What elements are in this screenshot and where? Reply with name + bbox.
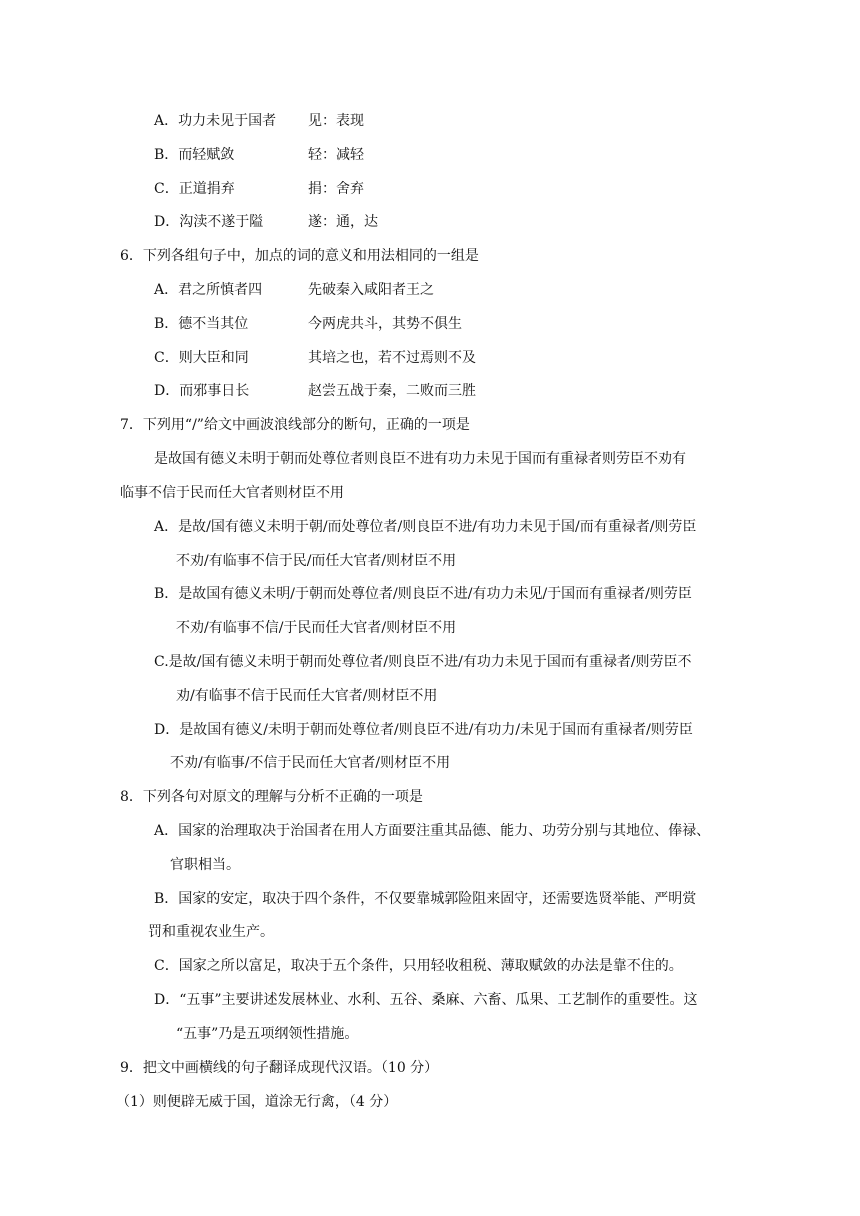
option-left-text: 功力未见于国者 — [178, 113, 277, 129]
option-left-text: 正道捐弃 — [178, 181, 235, 197]
option-right-text: 今两虎共斗，其势不俱生 — [308, 316, 462, 332]
option-label: A． — [154, 823, 179, 839]
q5-option-d — [154, 212, 378, 232]
q7-option-b-line-1 — [154, 584, 692, 604]
option-label: B． — [154, 316, 179, 332]
q9-stem: 9．把文中画横线的句子翻译成现代汉语。（10 分） — [120, 1060, 439, 1076]
q8-option-c-line-1 — [154, 956, 683, 976]
option-left-text: 而轻赋敛 — [178, 147, 235, 163]
option-label: D． — [154, 214, 180, 230]
q7-stem: 7．下列用“/”给文中画波浪线部分的断句，正确的一项是 — [120, 417, 470, 433]
q5-option-c — [154, 179, 364, 199]
option-label: C. — [154, 654, 169, 670]
q7-passage-line-1: 是故国有德义未明于朝而处尊位者则良臣不进有功力未见于国而有重禄者则劳臣不劝有 — [154, 451, 686, 467]
option-text: 国家的治理取决于治国者在用人方面要注重其品德、能力、功劳分别与其地位、俸禄、 — [178, 823, 711, 839]
option-label: D． — [154, 722, 180, 738]
q6-option-c — [154, 348, 476, 368]
option-text: 国家之所以富足，取决于五个条件，只用轻收租税、薄取赋敛的办法是靠不住的。 — [178, 958, 683, 974]
q7-option-d-line-1 — [154, 720, 693, 740]
option-label: C． — [154, 350, 179, 366]
q8-stem: 8．下列各句对原文的理解与分析不正确的一项是 — [120, 789, 423, 805]
option-right-text: 轻：减轻 — [308, 147, 364, 163]
option-label: D． — [154, 992, 180, 1008]
option-label: A． — [154, 113, 179, 129]
q7-option-a-line-2: 不劝/有临事不信于民/而任大官者/则材臣不用 — [176, 553, 457, 569]
option-right-text: 其培之也，若不过焉则不及 — [308, 350, 476, 366]
option-label: A． — [154, 519, 179, 535]
q7-option-a-line-1 — [154, 517, 696, 537]
option-right-text: 遂：通，达 — [308, 214, 378, 230]
option-label: B． — [154, 586, 179, 602]
option-text: 是故国有德义未明/于朝而处尊位者/则良臣不进/有功力未见/于国而有重禄者/则劳臣 — [178, 586, 692, 602]
q7-passage-line-2: 临事不信于民而任大官者则材臣不用 — [120, 485, 344, 501]
q6-stem: 6．下列各组句子中，加点的词的意义和用法相同的一组是 — [120, 248, 479, 264]
option-right-text: 先破秦入咸阳者王之 — [308, 282, 434, 298]
q8-option-a-line-1 — [154, 821, 710, 841]
option-text: 是故国有德义/未明于朝而处尊位者/则良臣不进/有功力/未见于国而有重禄者/则劳臣 — [179, 722, 693, 738]
option-label: C． — [154, 181, 179, 197]
option-label: B． — [154, 891, 179, 907]
q7-option-b-line-2: 不劝/有临事不信/于民而任大官者/则材臣不用 — [176, 620, 457, 636]
option-right-text: 捐：舍弃 — [308, 181, 364, 197]
q8-option-b-line-1 — [154, 889, 696, 909]
option-left-text: 沟渎不遂于隘 — [179, 214, 264, 230]
option-label: A． — [154, 282, 179, 298]
option-text: 是故/国有德义未明于朝而处尊位者/则良臣不进/有功力未见于国而有重禄者/则劳臣不 — [168, 654, 692, 670]
q6-option-a — [154, 280, 434, 300]
q7-option-c-line-1 — [154, 652, 692, 672]
q5-option-b — [154, 145, 364, 165]
option-label: B． — [154, 147, 179, 163]
option-text: “五事”主要讲述发展林业、水利、五谷、桑麻、六畜、瓜果、工艺制作的重要性。这 — [179, 992, 698, 1008]
option-label: D． — [154, 383, 180, 399]
q8-option-a-line-2: 官职相当。 — [170, 857, 240, 873]
q8-option-d-line-1 — [154, 990, 698, 1010]
q9-sub-question-1: （1）则便辟无威于国，道涂无行禽，（4 分） — [116, 1094, 398, 1110]
option-left-text: 君之所慎者四 — [178, 282, 263, 298]
q6-option-b — [154, 314, 462, 334]
option-text: 是故/国有德义未明于朝/而处尊位者/则良臣不进/有功力未见于国/而有重禄者/则劳臣 — [178, 519, 697, 535]
q8-option-d-line-2: “五事”乃是五项纲领性措施。 — [176, 1026, 359, 1042]
q6-option-d — [154, 381, 476, 401]
option-left-text: 而邪事日长 — [179, 383, 250, 399]
option-left-text: 德不当其位 — [178, 316, 249, 332]
option-text: 国家的安定，取决于四个条件，不仅要靠城郭险阻来固守，还需要选贤举能、严明赏 — [178, 891, 697, 907]
option-label: C． — [154, 958, 179, 974]
q8-option-b-line-2: 罚和重视农业生产。 — [148, 924, 274, 940]
option-left-text: 则大臣和同 — [178, 350, 249, 366]
q5-option-a — [154, 111, 364, 131]
option-right-text: 见：表现 — [308, 113, 364, 129]
q7-option-d-line-2: 不劝/有临事/不信于民而任大官者/则材臣不用 — [170, 755, 451, 771]
q7-option-c-line-2: 劝/有临事不信于民而任大官者/则材臣不用 — [176, 688, 438, 704]
option-right-text: 赵尝五战于秦，二败而三胜 — [308, 383, 476, 399]
